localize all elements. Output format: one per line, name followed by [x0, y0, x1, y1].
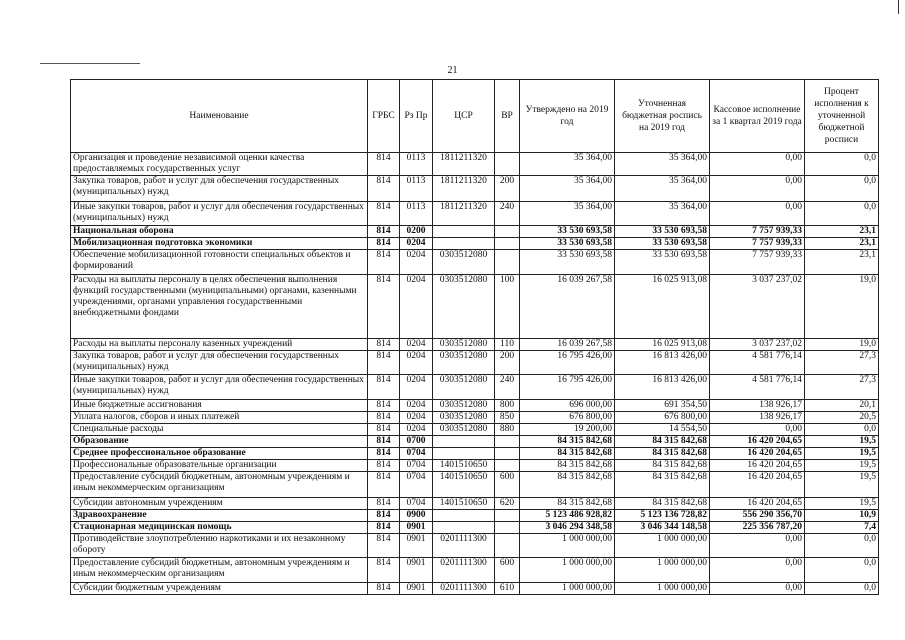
row-name-cell: Противодействие злоупотреблению наркотиками и их незаконному обороту	[71, 534, 368, 558]
table-row	[71, 226, 879, 238]
row-percent-cell: 0,0	[805, 583, 879, 595]
row-grbs-cell: 814	[368, 375, 400, 400]
row-percent-cell: 0,0	[805, 534, 879, 558]
row-refined-cell: 33 530 693,58	[615, 250, 710, 275]
row-grbs-cell: 814	[368, 400, 400, 412]
table-row	[71, 412, 879, 424]
row-percent-cell: 7,4	[805, 522, 879, 534]
row-name-cell: Обеспечение мобилизационной готовности специальных объектов и формирований	[71, 250, 368, 275]
row-vr-cell	[495, 448, 520, 460]
table-row	[71, 448, 879, 460]
col-header-vr: ВР	[495, 80, 520, 153]
row-approved-cell: 676 800,00	[520, 412, 615, 424]
row-cash-cell: 0,00	[710, 202, 805, 226]
row-cash-cell: 0,00	[710, 153, 805, 176]
row-refined-cell: 16 813 426,00	[615, 351, 710, 375]
row-name-cell: Расходы на выплаты персоналу в целях обеспечения выполнения функций государственными (муниципальными) органами, казенными учреждениями, органами управления государственными внебюджетными фондами	[71, 275, 368, 339]
row-name-cell: Организация и проведение независимой оценки качества предоставляемых государственных услуг	[71, 153, 368, 176]
row-refined-cell: 35 364,00	[615, 202, 710, 226]
row-percent-cell: 20,5	[805, 412, 879, 424]
row-grbs-cell: 814	[368, 534, 400, 558]
row-cash-cell: 16 420 204,65	[710, 448, 805, 460]
row-approved-cell: 84 315 842,68	[520, 498, 615, 510]
row-name-cell: Предоставление субсидий бюджетным, автономным учреждениям и иным некоммерческим организациям	[71, 558, 368, 583]
col-header-refined: Уточненная бюджетная роспись на 2019 год	[615, 80, 710, 153]
row-approved-cell: 33 530 693,58	[520, 250, 615, 275]
row-refined-cell: 16 025 913,08	[615, 339, 710, 351]
col-header-name: Наименование	[71, 80, 368, 153]
row-cash-cell: 3 037 237,02	[710, 339, 805, 351]
row-name-cell: Национальная оборона	[71, 226, 368, 238]
row-vr-cell: 880	[495, 424, 520, 436]
row-refined-cell: 1 000 000,00	[615, 558, 710, 583]
row-vr-cell	[495, 250, 520, 275]
row-approved-cell: 1 000 000,00	[520, 583, 615, 595]
row-csr-cell	[433, 436, 495, 448]
row-refined-cell: 84 315 842,68	[615, 460, 710, 472]
table-row	[71, 153, 879, 176]
row-name-cell: Мобилизационная подготовка экономики	[71, 238, 368, 250]
row-vr-cell: 240	[495, 375, 520, 400]
row-refined-cell: 676 800,00	[615, 412, 710, 424]
row-grbs-cell: 814	[368, 522, 400, 534]
row-csr-cell	[433, 510, 495, 522]
row-csr-cell: 1401510650	[433, 460, 495, 472]
row-cash-cell: 16 420 204,65	[710, 436, 805, 448]
row-rzpr-cell: 0901	[400, 522, 433, 534]
row-vr-cell	[495, 226, 520, 238]
scan-edge-mark	[898, 0, 899, 14]
row-rzpr-cell: 0704	[400, 460, 433, 472]
row-grbs-cell: 814	[368, 351, 400, 375]
row-refined-cell: 84 315 842,68	[615, 498, 710, 510]
row-cash-cell: 16 420 204,65	[710, 472, 805, 498]
row-name-cell: Специальные расходы	[71, 424, 368, 436]
row-approved-cell: 1 000 000,00	[520, 534, 615, 558]
row-percent-cell: 10,9	[805, 510, 879, 522]
row-vr-cell	[495, 238, 520, 250]
row-name-cell: Субсидии автономным учреждениям	[71, 498, 368, 510]
row-approved-cell: 33 530 693,58	[520, 238, 615, 250]
row-refined-cell: 16 025 913,08	[615, 275, 710, 339]
row-approved-cell: 35 364,00	[520, 176, 615, 202]
row-rzpr-cell: 0704	[400, 498, 433, 510]
row-percent-cell: 0,0	[805, 424, 879, 436]
row-vr-cell: 110	[495, 339, 520, 351]
row-rzpr-cell: 0113	[400, 153, 433, 176]
row-csr-cell: 0201111300	[433, 583, 495, 595]
row-csr-cell: 0303512080	[433, 375, 495, 400]
row-rzpr-cell: 0204	[400, 238, 433, 250]
row-name-cell: Профессиональные образовательные организации	[71, 460, 368, 472]
col-header-rzpr: Рз Пр	[400, 80, 433, 153]
col-header-grbs: ГРБС	[368, 80, 400, 153]
row-refined-cell: 84 315 842,68	[615, 436, 710, 448]
row-vr-cell	[495, 522, 520, 534]
row-csr-cell: 0303512080	[433, 339, 495, 351]
header-rule	[40, 63, 140, 64]
col-header-cash: Кассовое исполнение за 1 квартал 2019 года	[710, 80, 805, 153]
table-row	[71, 436, 879, 448]
row-name-cell: Уплата налогов, сборов и иных платежей	[71, 412, 368, 424]
row-approved-cell: 84 315 842,68	[520, 436, 615, 448]
row-grbs-cell: 814	[368, 339, 400, 351]
row-vr-cell	[495, 510, 520, 522]
budget-execution-table	[70, 79, 879, 595]
row-csr-cell: 0303512080	[433, 351, 495, 375]
row-grbs-cell: 814	[368, 250, 400, 275]
row-vr-cell	[495, 460, 520, 472]
row-rzpr-cell: 0700	[400, 436, 433, 448]
row-grbs-cell: 814	[368, 226, 400, 238]
row-grbs-cell: 814	[368, 424, 400, 436]
row-csr-cell: 0303512080	[433, 275, 495, 339]
row-approved-cell: 84 315 842,68	[520, 448, 615, 460]
row-approved-cell: 19 200,00	[520, 424, 615, 436]
row-refined-cell: 5 123 136 728,82	[615, 510, 710, 522]
row-cash-cell: 0,00	[710, 534, 805, 558]
row-vr-cell: 200	[495, 176, 520, 202]
row-csr-cell: 1811211320	[433, 202, 495, 226]
row-csr-cell	[433, 522, 495, 534]
row-grbs-cell: 814	[368, 510, 400, 522]
row-vr-cell: 200	[495, 351, 520, 375]
row-cash-cell: 0,00	[710, 424, 805, 436]
row-rzpr-cell: 0204	[400, 400, 433, 412]
table-row	[71, 583, 879, 595]
row-percent-cell: 0,0	[805, 202, 879, 226]
table-row	[71, 400, 879, 412]
row-grbs-cell: 814	[368, 472, 400, 498]
row-vr-cell	[495, 534, 520, 558]
row-percent-cell: 23,1	[805, 250, 879, 275]
row-name-cell: Среднее профессиональное образование	[71, 448, 368, 460]
row-approved-cell: 5 123 486 928,82	[520, 510, 615, 522]
table-row	[71, 460, 879, 472]
row-name-cell: Закупка товаров, работ и услуг для обеспечения государственных (муниципальных) нужд	[71, 351, 368, 375]
row-cash-cell: 7 757 939,33	[710, 226, 805, 238]
row-cash-cell: 7 757 939,33	[710, 250, 805, 275]
row-approved-cell: 16 795 426,00	[520, 375, 615, 400]
table-header-row	[71, 80, 879, 153]
row-percent-cell: 19,5	[805, 498, 879, 510]
row-cash-cell: 0,00	[710, 583, 805, 595]
row-csr-cell	[433, 238, 495, 250]
row-approved-cell: 16 039 267,58	[520, 275, 615, 339]
row-approved-cell: 696 000,00	[520, 400, 615, 412]
row-approved-cell: 84 315 842,68	[520, 472, 615, 498]
row-rzpr-cell: 0200	[400, 226, 433, 238]
row-percent-cell: 0,0	[805, 558, 879, 583]
row-csr-cell: 1401510650	[433, 472, 495, 498]
table-row	[71, 522, 879, 534]
row-vr-cell: 610	[495, 583, 520, 595]
row-rzpr-cell: 0204	[400, 339, 433, 351]
row-grbs-cell: 814	[368, 202, 400, 226]
row-name-cell: Субсидии бюджетным учреждениям	[71, 583, 368, 595]
row-refined-cell: 33 530 693,58	[615, 238, 710, 250]
row-cash-cell: 3 037 237,02	[710, 275, 805, 339]
row-cash-cell: 16 420 204,65	[710, 498, 805, 510]
row-vr-cell: 800	[495, 400, 520, 412]
row-name-cell: Закупка товаров, работ и услуг для обеспечения государственных (муниципальных) нужд	[71, 176, 368, 202]
row-rzpr-cell: 0900	[400, 510, 433, 522]
row-refined-cell: 84 315 842,68	[615, 448, 710, 460]
table-row	[71, 275, 879, 339]
row-rzpr-cell: 0204	[400, 250, 433, 275]
row-percent-cell: 23,1	[805, 238, 879, 250]
row-csr-cell: 0303512080	[433, 424, 495, 436]
row-rzpr-cell: 0113	[400, 176, 433, 202]
row-approved-cell: 16 795 426,00	[520, 351, 615, 375]
row-cash-cell: 4 581 776,14	[710, 351, 805, 375]
row-grbs-cell: 814	[368, 238, 400, 250]
row-csr-cell	[433, 448, 495, 460]
row-refined-cell: 33 530 693,58	[615, 226, 710, 238]
row-refined-cell: 14 554,50	[615, 424, 710, 436]
row-rzpr-cell: 0901	[400, 558, 433, 583]
row-approved-cell: 33 530 693,58	[520, 226, 615, 238]
row-rzpr-cell: 0704	[400, 448, 433, 460]
row-rzpr-cell: 0704	[400, 472, 433, 498]
row-percent-cell: 0,0	[805, 176, 879, 202]
row-approved-cell: 84 315 842,68	[520, 460, 615, 472]
row-cash-cell: 4 581 776,14	[710, 375, 805, 400]
row-approved-cell: 16 039 267,58	[520, 339, 615, 351]
row-vr-cell	[495, 436, 520, 448]
row-grbs-cell: 814	[368, 583, 400, 595]
row-rzpr-cell: 0204	[400, 375, 433, 400]
row-percent-cell: 19,5	[805, 472, 879, 498]
row-cash-cell: 138 926,17	[710, 412, 805, 424]
row-grbs-cell: 814	[368, 558, 400, 583]
table-row	[71, 510, 879, 522]
row-approved-cell: 3 046 294 348,58	[520, 522, 615, 534]
row-name-cell: Иные закупки товаров, работ и услуг для обеспечения государственных (муниципальных) нужд	[71, 202, 368, 226]
row-grbs-cell: 814	[368, 498, 400, 510]
row-percent-cell: 20,1	[805, 400, 879, 412]
row-refined-cell: 3 046 344 148,58	[615, 522, 710, 534]
row-cash-cell: 0,00	[710, 176, 805, 202]
row-cash-cell: 138 926,17	[710, 400, 805, 412]
row-csr-cell: 0201111300	[433, 534, 495, 558]
table-row	[71, 202, 879, 226]
row-csr-cell	[433, 226, 495, 238]
table-row	[71, 176, 879, 202]
row-rzpr-cell: 0204	[400, 412, 433, 424]
row-vr-cell	[495, 153, 520, 176]
row-percent-cell: 19,5	[805, 460, 879, 472]
table-row	[71, 498, 879, 510]
row-name-cell: Здравоохранение	[71, 510, 368, 522]
table-row	[71, 534, 879, 558]
row-rzpr-cell: 0901	[400, 583, 433, 595]
row-refined-cell: 1 000 000,00	[615, 534, 710, 558]
row-grbs-cell: 814	[368, 275, 400, 339]
row-cash-cell: 225 356 787,20	[710, 522, 805, 534]
row-refined-cell: 35 364,00	[615, 176, 710, 202]
row-grbs-cell: 814	[368, 460, 400, 472]
row-percent-cell: 19,0	[805, 275, 879, 339]
table-row	[71, 250, 879, 275]
row-rzpr-cell: 0204	[400, 351, 433, 375]
row-grbs-cell: 814	[368, 153, 400, 176]
col-header-csr: ЦСР	[433, 80, 495, 153]
row-vr-cell: 620	[495, 498, 520, 510]
table-row	[71, 238, 879, 250]
row-percent-cell: 27,3	[805, 375, 879, 400]
row-refined-cell: 16 813 426,00	[615, 375, 710, 400]
row-percent-cell: 19,5	[805, 436, 879, 448]
row-name-cell: Предоставление субсидий бюджетным, автономным учреждениям и иным некоммерческим организациям	[71, 472, 368, 498]
row-approved-cell: 35 364,00	[520, 153, 615, 176]
col-header-percent: Процент исполнения к уточненной бюджетной росписи	[805, 80, 879, 153]
row-percent-cell: 19,5	[805, 448, 879, 460]
row-cash-cell: 556 290 356,70	[710, 510, 805, 522]
row-csr-cell: 1811211320	[433, 153, 495, 176]
row-vr-cell: 600	[495, 472, 520, 498]
row-rzpr-cell: 0901	[400, 534, 433, 558]
row-cash-cell: 0,00	[710, 558, 805, 583]
row-vr-cell: 100	[495, 275, 520, 339]
row-grbs-cell: 814	[368, 448, 400, 460]
row-approved-cell: 35 364,00	[520, 202, 615, 226]
row-vr-cell: 850	[495, 412, 520, 424]
row-grbs-cell: 814	[368, 436, 400, 448]
row-refined-cell: 691 354,50	[615, 400, 710, 412]
row-csr-cell: 0201111300	[433, 558, 495, 583]
row-grbs-cell: 814	[368, 176, 400, 202]
row-rzpr-cell: 0204	[400, 275, 433, 339]
row-csr-cell: 1811211320	[433, 176, 495, 202]
row-name-cell: Расходы на выплаты персоналу казенных учреждений	[71, 339, 368, 351]
table-row	[71, 558, 879, 583]
row-refined-cell: 35 364,00	[615, 153, 710, 176]
table-row	[71, 424, 879, 436]
row-csr-cell: 1401510650	[433, 498, 495, 510]
row-rzpr-cell: 0113	[400, 202, 433, 226]
table-row	[71, 375, 879, 400]
table-row	[71, 339, 879, 351]
row-csr-cell: 0303512080	[433, 250, 495, 275]
table-row	[71, 351, 879, 375]
row-percent-cell: 23,1	[805, 226, 879, 238]
row-vr-cell: 240	[495, 202, 520, 226]
row-name-cell: Образование	[71, 436, 368, 448]
row-refined-cell: 84 315 842,68	[615, 472, 710, 498]
row-csr-cell: 0303512080	[433, 400, 495, 412]
page-number: 21	[447, 65, 458, 76]
row-name-cell: Иные закупки товаров, работ и услуг для обеспечения государственных (муниципальных) нужд	[71, 375, 368, 400]
row-cash-cell: 16 420 204,65	[710, 460, 805, 472]
row-refined-cell: 1 000 000,00	[615, 583, 710, 595]
row-rzpr-cell: 0204	[400, 424, 433, 436]
row-approved-cell: 1 000 000,00	[520, 558, 615, 583]
row-percent-cell: 0,0	[805, 153, 879, 176]
row-csr-cell: 0303512080	[433, 412, 495, 424]
table-row	[71, 472, 879, 498]
row-name-cell: Стационарная медицинская помощь	[71, 522, 368, 534]
col-header-approved: Утверждено на 2019 год	[520, 80, 615, 153]
row-name-cell: Иные бюджетные ассигнования	[71, 400, 368, 412]
row-cash-cell: 7 757 939,33	[710, 238, 805, 250]
row-percent-cell: 19,0	[805, 339, 879, 351]
row-vr-cell: 600	[495, 558, 520, 583]
row-percent-cell: 27,3	[805, 351, 879, 375]
row-grbs-cell: 814	[368, 412, 400, 424]
